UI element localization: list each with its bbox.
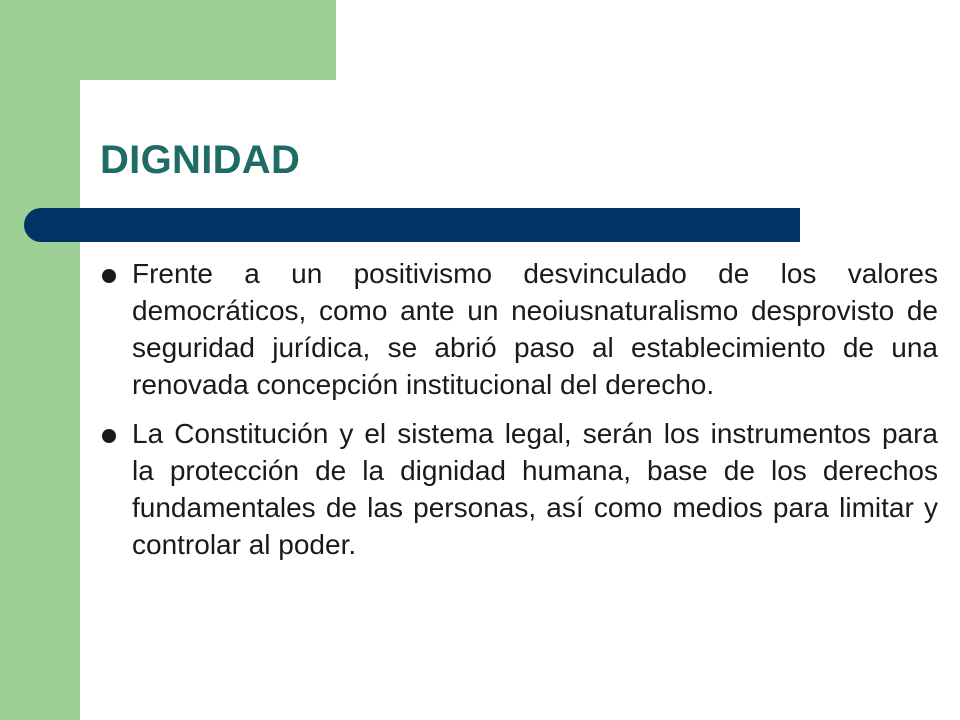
bullet-text: Frente a un positivismo desvinculado de los valores democráticos, como ante un neoiusnaturalismo desprovisto de seguridad jurídica, se abrió paso al establecimiento de una renovada concepción institucional del derecho.: [132, 258, 938, 400]
title-underline-bar: [24, 208, 800, 242]
bullet-text: La Constitución y el sistema legal, serán los instrumentos para la protección de la dignidad humana, base de los derechos fundamentales de las personas, así como medios para limitar y controlar al poder.: [132, 418, 938, 560]
bullet-dot-icon: [102, 269, 116, 283]
bullet-item: [100, 255, 938, 403]
bullet-dot-icon: [102, 429, 116, 443]
bullet-item: [100, 415, 938, 563]
decorative-green-left-band: [0, 0, 80, 720]
bullet-list: [100, 255, 938, 575]
slide-title: DIGNIDAD: [100, 138, 301, 182]
